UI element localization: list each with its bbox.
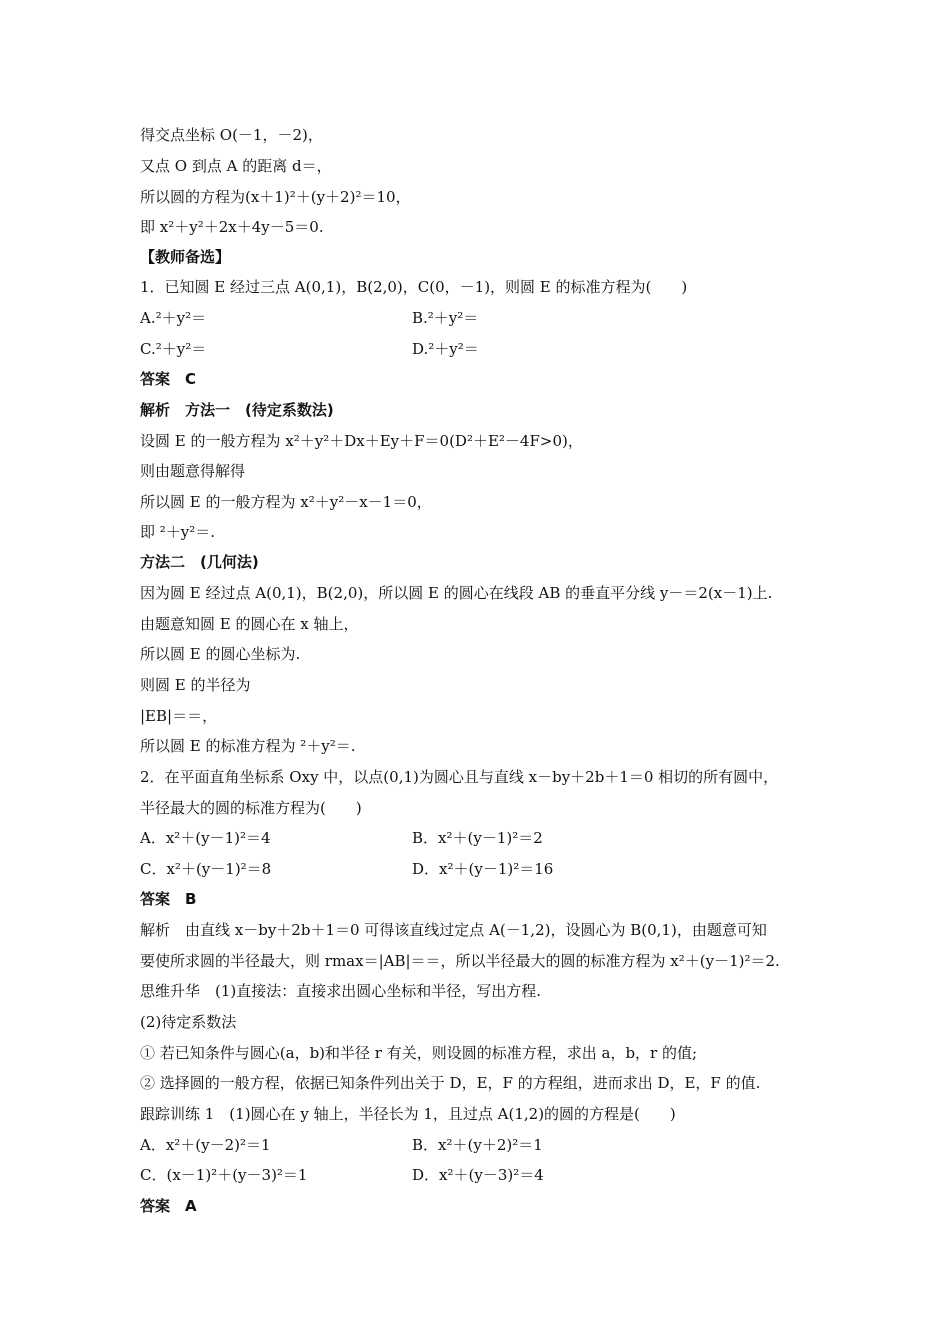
- option-b: B．x²＋(y＋2)²＝1: [412, 1136, 543, 1154]
- answer-line: 答案 B: [140, 890, 197, 908]
- method-heading: 方法二 (几何法): [140, 553, 259, 571]
- text-line: 所以圆的方程为(x＋1)²＋(y＋2)²＝10，: [140, 188, 411, 206]
- answer-line: 答案 A: [140, 1197, 197, 1215]
- text-line: ② 选择圆的一般方程，依据已知条件列出关于 D，E，F 的方程组，进而求出 D，E，F 的值.: [140, 1074, 761, 1092]
- text-line: 即 ²＋y²＝.: [140, 523, 216, 541]
- text-line: 则圆 E 的半径为: [140, 676, 251, 694]
- option-b: B．x²＋(y－1)²＝2: [412, 829, 543, 847]
- text-line: 设圆 E 的一般方程为 x²＋y²＋Dx＋Ey＋F＝0(D²＋E²－4F>0)，: [140, 432, 583, 450]
- option-c: C．x²＋(y－1)²＝8: [140, 860, 272, 878]
- question-2: 2．在平面直角坐标系 Oxy 中，以点(0,1)为圆心且与直线 x－by＋2b＋1＝0 相切的所有圆中，: [140, 768, 779, 786]
- option-d: D.²＋y²＝: [412, 340, 479, 358]
- analysis-heading: 解析 方法一 (待定系数法): [140, 401, 334, 419]
- text-line: 得交点坐标 O(－1，－2)，: [140, 126, 323, 144]
- text-line: ① 若已知条件与圆心(a，b)和半径 r 有关，则设圆的标准方程，求出 a，b，r 的值;: [140, 1044, 698, 1062]
- section-heading: 【教师备选】: [140, 248, 231, 266]
- option-a: A.²＋y²＝: [140, 309, 207, 327]
- option-c: C.²＋y²＝: [140, 340, 207, 358]
- text-line: 又点 O 到点 A 的距离 d＝，: [140, 157, 332, 175]
- text-line: 半径最大的圆的标准方程为( ): [140, 799, 362, 817]
- text-line: 所以圆 E 的一般方程为 x²＋y²－x－1＝0，: [140, 493, 432, 511]
- analysis-line: 解析 由直线 x－by＋2b＋1＝0 可得该直线过定点 A(－1,2)，设圆心为 B(0,1)，由题意可知: [140, 921, 767, 939]
- text-line: |EB|＝＝，: [140, 707, 218, 725]
- option-c: C．(x－1)²＋(y－3)²＝1: [140, 1166, 308, 1184]
- practice-question: 跟踪训练 1 (1)圆心在 y 轴上，半径长为 1，且过点 A(1,2)的圆的方程是( ): [140, 1105, 676, 1123]
- text-line: 则由题意得解得: [140, 462, 246, 480]
- option-d: D．x²＋(y－3)²＝4: [412, 1166, 544, 1184]
- option-a: A．x²＋(y－1)²＝4: [140, 829, 271, 847]
- option-b: B.²＋y²＝: [412, 309, 479, 327]
- option-a: A．x²＋(y－2)²＝1: [140, 1136, 271, 1154]
- question-1: 1．已知圆 E 经过三点 A(0,1)，B(2,0)，C(0，－1)，则圆 E 的标准方程为( ): [140, 278, 688, 296]
- text-line: 要使所求圆的半径最大，则 rmax＝|AB|＝＝，所以半径最大的圆的标准方程为 x²＋(y－1)²＝2.: [140, 952, 780, 970]
- option-d: D．x²＋(y－1)²＝16: [412, 860, 554, 878]
- summary-line: 思维升华 (1)直接法：直接求出圆心坐标和半径，写出方程.: [140, 982, 542, 1000]
- text-line: 所以圆 E 的圆心坐标为.: [140, 645, 301, 663]
- answer-line: 答案 C: [140, 370, 197, 388]
- text-line: 因为圆 E 经过点 A(0,1)，B(2,0)，所以圆 E 的圆心在线段 AB 的垂直平分线 y－＝2(x－1)上.: [140, 584, 773, 602]
- text-line: 即 x²＋y²＋2x＋4y－5＝0.: [140, 218, 324, 236]
- text-line: 所以圆 E 的标准方程为 ²＋y²＝.: [140, 737, 356, 755]
- text-line: 由题意知圆 E 的圆心在 x 轴上，: [140, 615, 359, 633]
- text-line: (2)待定系数法: [140, 1013, 237, 1031]
